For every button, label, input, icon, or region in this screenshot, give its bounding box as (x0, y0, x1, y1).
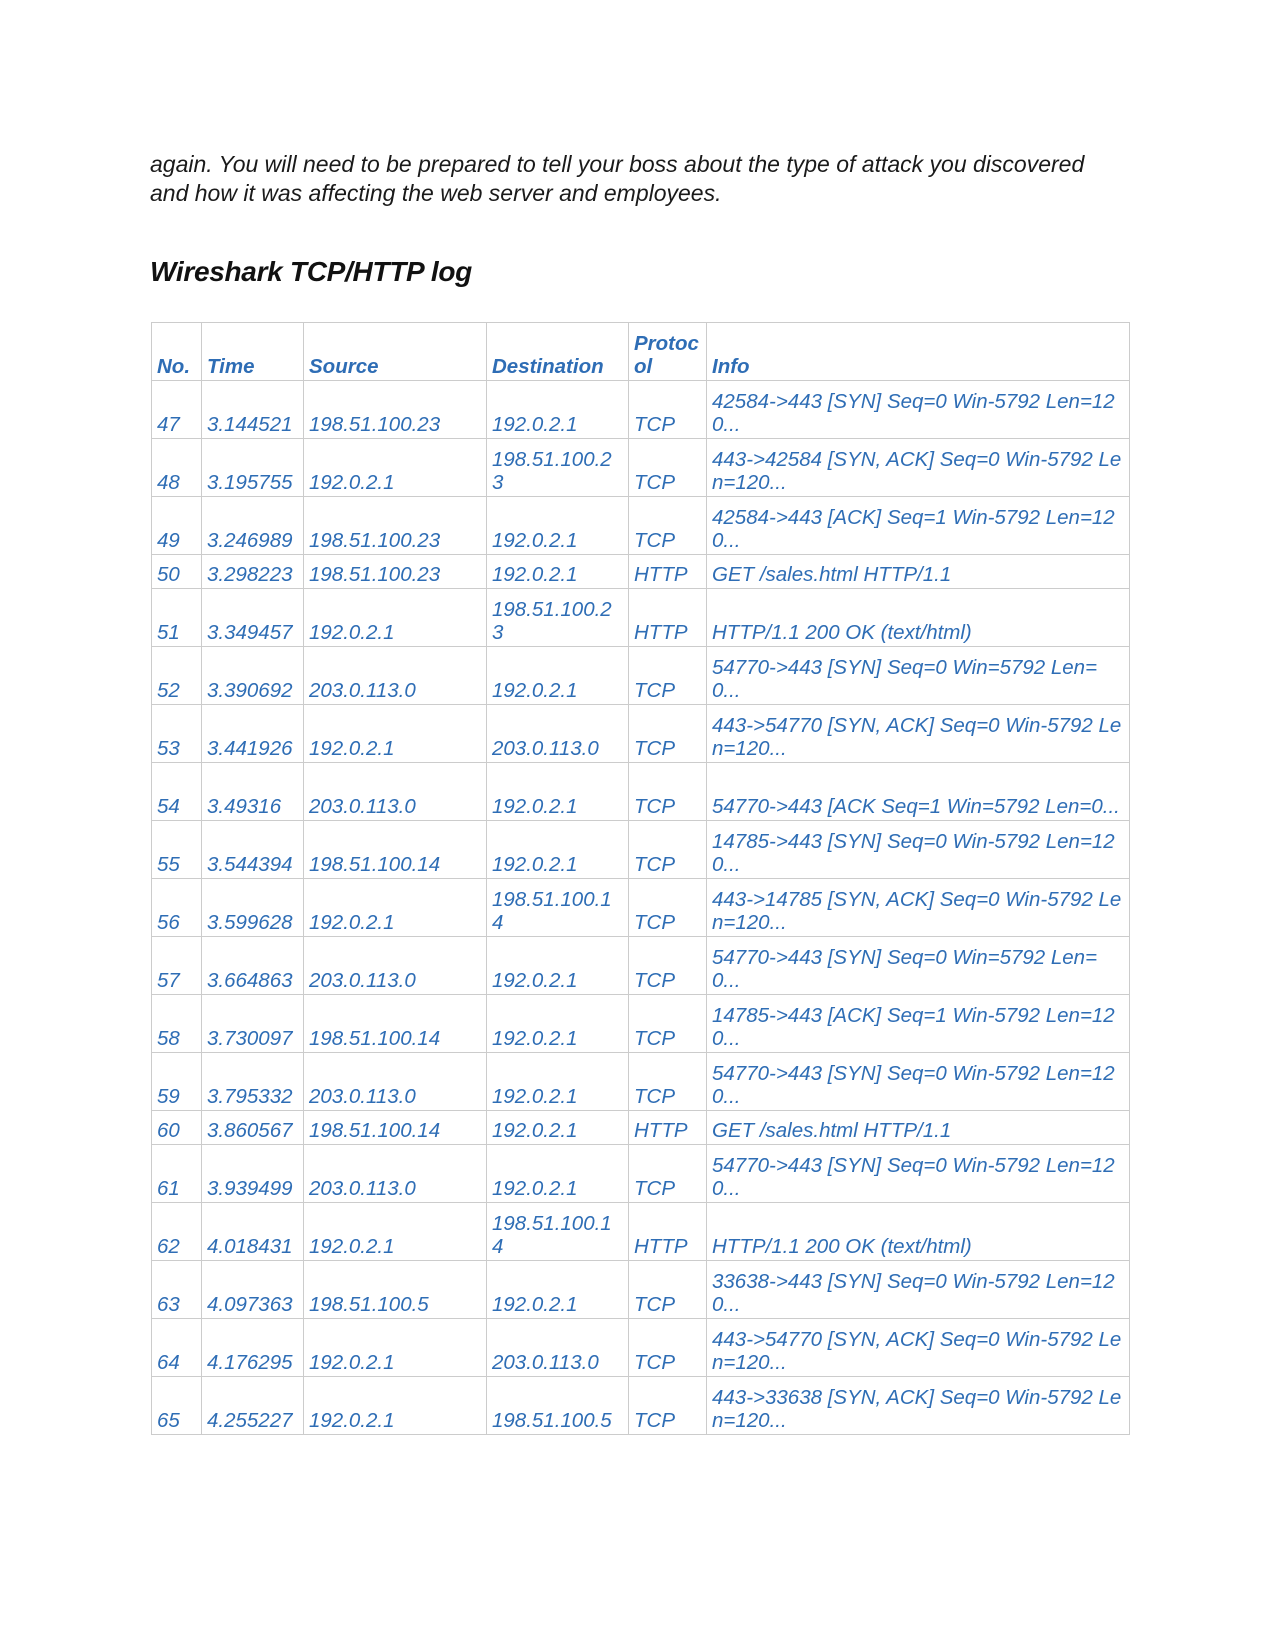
table-header-row (152, 323, 1130, 381)
cell-source: 192.0.2.1 (304, 879, 487, 937)
cell-destination: 192.0.2.1 (487, 1053, 629, 1111)
cell-protocol: TCP (629, 821, 707, 879)
cell-destination: 192.0.2.1 (487, 821, 629, 879)
cell-no: 54 (152, 763, 202, 821)
cell-source: 198.51.100.14 (304, 1111, 487, 1145)
cell-info: 54770->443 [SYN] Seq=0 Win=5792 Len=0... (707, 937, 1130, 995)
cell-protocol: TCP (629, 937, 707, 995)
section-heading: Wireshark TCP/HTTP log (150, 256, 472, 287)
cell-time: 3.49316 (202, 763, 304, 821)
cell-destination: 192.0.2.1 (487, 381, 629, 439)
cell-protocol: TCP (629, 879, 707, 937)
cell-info: 54770->443 [SYN] Seq=0 Win-5792 Len=120... (707, 1145, 1130, 1203)
table-row (152, 555, 1130, 589)
cell-protocol: TCP (629, 705, 707, 763)
cell-destination: 192.0.2.1 (487, 937, 629, 995)
cell-protocol: TCP (629, 1053, 707, 1111)
cell-no: 63 (152, 1261, 202, 1319)
cell-source: 198.51.100.23 (304, 555, 487, 589)
cell-source: 192.0.2.1 (304, 439, 487, 497)
cell-protocol: TCP (629, 995, 707, 1053)
table-row (152, 1111, 1130, 1145)
cell-info: 33638->443 [SYN] Seq=0 Win-5792 Len=120... (707, 1261, 1130, 1319)
table-row (152, 497, 1130, 555)
cell-info: 42584->443 [SYN] Seq=0 Win-5792 Len=120... (707, 381, 1130, 439)
cell-no: 64 (152, 1319, 202, 1377)
table-row (152, 1203, 1130, 1261)
cell-time: 4.097363 (202, 1261, 304, 1319)
cell-protocol: HTTP (629, 589, 707, 647)
cell-no: 65 (152, 1377, 202, 1435)
cell-source: 192.0.2.1 (304, 589, 487, 647)
cell-time: 3.390692 (202, 647, 304, 705)
cell-info: 54770->443 [ACK Seq=1 Win=5792 Len=0... (707, 763, 1130, 821)
cell-destination: 198.51.100.5 (487, 1377, 629, 1435)
cell-time: 3.730097 (202, 995, 304, 1053)
table-row (152, 763, 1130, 821)
table-row (152, 439, 1130, 497)
cell-destination: 203.0.113.0 (487, 1319, 629, 1377)
cell-info: 443->42584 [SYN, ACK] Seq=0 Win-5792 Len=120... (707, 439, 1130, 497)
cell-no: 50 (152, 555, 202, 589)
cell-protocol: TCP (629, 1377, 707, 1435)
cell-source: 203.0.113.0 (304, 937, 487, 995)
cell-protocol: HTTP (629, 1203, 707, 1261)
cell-time: 3.599628 (202, 879, 304, 937)
cell-source: 192.0.2.1 (304, 1319, 487, 1377)
cell-protocol: TCP (629, 439, 707, 497)
header-time: Time (202, 323, 304, 381)
cell-info: 14785->443 [SYN] Seq=0 Win-5792 Len=120... (707, 821, 1130, 879)
cell-destination: 192.0.2.1 (487, 647, 629, 705)
cell-protocol: TCP (629, 647, 707, 705)
table-row (152, 381, 1130, 439)
cell-destination: 203.0.113.0 (487, 705, 629, 763)
wireshark-log-table (151, 322, 1130, 1435)
cell-destination: 192.0.2.1 (487, 763, 629, 821)
table-row (152, 1377, 1130, 1435)
cell-time: 3.664863 (202, 937, 304, 995)
cell-no: 52 (152, 647, 202, 705)
cell-destination: 192.0.2.1 (487, 497, 629, 555)
cell-time: 3.544394 (202, 821, 304, 879)
cell-info: 443->54770 [SYN, ACK] Seq=0 Win-5792 Len=120... (707, 1319, 1130, 1377)
cell-info: 443->54770 [SYN, ACK] Seq=0 Win-5792 Len=120... (707, 705, 1130, 763)
cell-time: 3.939499 (202, 1145, 304, 1203)
cell-protocol: TCP (629, 381, 707, 439)
cell-time: 3.349457 (202, 589, 304, 647)
cell-destination: 192.0.2.1 (487, 995, 629, 1053)
cell-source: 198.51.100.23 (304, 497, 487, 555)
cell-info: 443->33638 [SYN, ACK] Seq=0 Win-5792 Len=120... (707, 1377, 1130, 1435)
cell-protocol: HTTP (629, 1111, 707, 1145)
cell-time: 3.860567 (202, 1111, 304, 1145)
header-destination: Destination (487, 323, 629, 381)
cell-no: 48 (152, 439, 202, 497)
cell-info: 54770->443 [SYN] Seq=0 Win-5792 Len=120... (707, 1053, 1130, 1111)
cell-no: 55 (152, 821, 202, 879)
cell-destination: 192.0.2.1 (487, 1261, 629, 1319)
cell-info: GET /sales.html HTTP/1.1 (707, 555, 1130, 589)
cell-source: 192.0.2.1 (304, 705, 487, 763)
table-row (152, 821, 1130, 879)
table-body (152, 381, 1130, 1435)
cell-no: 53 (152, 705, 202, 763)
cell-destination: 198.51.100.14 (487, 1203, 629, 1261)
table-row (152, 1053, 1130, 1111)
table-row (152, 1261, 1130, 1319)
cell-protocol: TCP (629, 1319, 707, 1377)
cell-info: HTTP/1.1 200 OK (text/html) (707, 589, 1130, 647)
cell-time: 3.144521 (202, 381, 304, 439)
cell-source: 192.0.2.1 (304, 1203, 487, 1261)
cell-destination: 192.0.2.1 (487, 555, 629, 589)
cell-no: 49 (152, 497, 202, 555)
cell-source: 203.0.113.0 (304, 1145, 487, 1203)
table-row (152, 937, 1130, 995)
cell-no: 60 (152, 1111, 202, 1145)
cell-protocol: HTTP (629, 555, 707, 589)
cell-time: 3.795332 (202, 1053, 304, 1111)
cell-protocol: TCP (629, 763, 707, 821)
cell-no: 56 (152, 879, 202, 937)
cell-no: 59 (152, 1053, 202, 1111)
cell-no: 57 (152, 937, 202, 995)
cell-no: 51 (152, 589, 202, 647)
cell-info: HTTP/1.1 200 OK (text/html) (707, 1203, 1130, 1261)
intro-paragraph: again. You will need to be prepared to tell your boss about the type of attack you discovered and how it was affecting the web server and employees. (150, 151, 1085, 206)
cell-time: 4.018431 (202, 1203, 304, 1261)
header-source: Source (304, 323, 487, 381)
table-row (152, 589, 1130, 647)
cell-time: 3.441926 (202, 705, 304, 763)
cell-source: 198.51.100.14 (304, 821, 487, 879)
table-row (152, 647, 1130, 705)
cell-destination: 192.0.2.1 (487, 1145, 629, 1203)
cell-source: 203.0.113.0 (304, 647, 487, 705)
table-row (152, 995, 1130, 1053)
cell-destination: 192.0.2.1 (487, 1111, 629, 1145)
cell-info: 14785->443 [ACK] Seq=1 Win-5792 Len=120... (707, 995, 1130, 1053)
cell-time: 3.298223 (202, 555, 304, 589)
header-info: Info (707, 323, 1130, 381)
cell-info: 42584->443 [ACK] Seq=1 Win-5792 Len=120... (707, 497, 1130, 555)
header-protocol: Protocol (629, 323, 707, 381)
cell-no: 47 (152, 381, 202, 439)
table-row (152, 879, 1130, 937)
cell-time: 4.255227 (202, 1377, 304, 1435)
table-row (152, 705, 1130, 763)
cell-protocol: TCP (629, 1145, 707, 1203)
cell-destination: 198.51.100.23 (487, 589, 629, 647)
cell-protocol: TCP (629, 1261, 707, 1319)
cell-info: 54770->443 [SYN] Seq=0 Win=5792 Len=0... (707, 647, 1130, 705)
cell-no: 61 (152, 1145, 202, 1203)
cell-time: 3.195755 (202, 439, 304, 497)
cell-destination: 198.51.100.14 (487, 879, 629, 937)
cell-time: 4.176295 (202, 1319, 304, 1377)
cell-info: 443->14785 [SYN, ACK] Seq=0 Win-5792 Len=120... (707, 879, 1130, 937)
cell-source: 203.0.113.0 (304, 763, 487, 821)
cell-source: 203.0.113.0 (304, 1053, 487, 1111)
cell-no: 62 (152, 1203, 202, 1261)
cell-info: GET /sales.html HTTP/1.1 (707, 1111, 1130, 1145)
cell-source: 198.51.100.14 (304, 995, 487, 1053)
header-no: No. (152, 323, 202, 381)
cell-no: 58 (152, 995, 202, 1053)
cell-protocol: TCP (629, 497, 707, 555)
table-row (152, 1319, 1130, 1377)
cell-destination: 198.51.100.23 (487, 439, 629, 497)
cell-source: 198.51.100.5 (304, 1261, 487, 1319)
cell-time: 3.246989 (202, 497, 304, 555)
table-row (152, 1145, 1130, 1203)
cell-source: 198.51.100.23 (304, 381, 487, 439)
cell-source: 192.0.2.1 (304, 1377, 487, 1435)
